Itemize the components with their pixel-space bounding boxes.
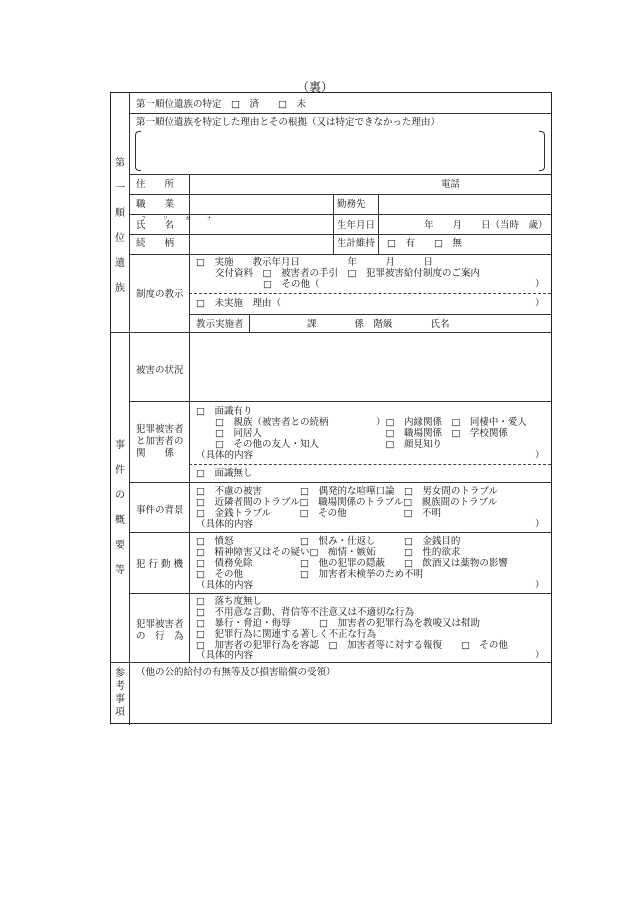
- victim-act-option[interactable]: □ 不用意な言動、背信等不注意又は不適切な行為: [196, 607, 414, 618]
- dob-value[interactable]: 年 月 日（当時 歳）: [424, 220, 548, 231]
- close-paren: ）: [535, 279, 545, 290]
- notice-other[interactable]: □ その他（: [263, 279, 320, 290]
- background-details[interactable]: （具体的内容: [196, 519, 254, 530]
- victim-act-option[interactable]: □ 落ち度無し: [196, 596, 262, 607]
- phone-label: 電話: [441, 179, 461, 190]
- background-label: 事件の背景: [136, 505, 184, 516]
- motive-details[interactable]: （具体的内容: [196, 580, 254, 591]
- victim-act-option[interactable]: □ 暴行・脅迫・侮辱 □ 加害者の犯罪行為を教唆又は幇助: [196, 618, 480, 629]
- notice-materials[interactable]: 交付資料 □ 被害者の手引 □ 犯罪被害給付制度のご案内: [215, 268, 480, 279]
- section1-label: 第 一 順 位 遺 族: [115, 158, 125, 294]
- motive-option-row[interactable]: □ 債務免除 □ 他の犯罪の隠蔽 □ 飲酒又は薬物の影響: [196, 558, 508, 569]
- system-notice-label: 制度の教示: [136, 289, 184, 300]
- close-paren: ）: [535, 580, 545, 591]
- reason-bracket-right: [539, 131, 545, 171]
- relationship-label-2: と加害者の: [136, 436, 184, 447]
- section3-label: 参 考 事 項: [115, 668, 125, 718]
- notice-officer-label: 教示実施者: [196, 319, 244, 330]
- background-option-row[interactable]: □ 不慮の被害 □ 偶発的な喧嘩口論 □ 男女間のトラブル: [196, 486, 499, 497]
- victim-act-option[interactable]: □ 犯罪行為に関連する著しく不正な行為: [196, 629, 376, 640]
- occupation-label: 職 業: [136, 199, 175, 210]
- relationship-label-3: 関 係: [136, 448, 175, 459]
- reference-note[interactable]: （他の公的給付の有無等及び損害賠償の受領）: [136, 667, 336, 678]
- furigana-label: フ リ ガ ナ: [141, 216, 219, 222]
- workplace-label: 勤務先: [337, 199, 366, 210]
- relation-label: 続 柄: [136, 238, 175, 249]
- reason-bracket-left: [135, 131, 141, 171]
- motive-label: 犯 行 動 機: [136, 559, 184, 570]
- relationship-label-1: 犯罪被害者: [136, 424, 184, 435]
- reason-label: 第一順位遺族を特定した理由とその根拠（又は特定できなかった理由）: [136, 117, 441, 128]
- relation-option-row[interactable]: □ その他の友人・知人 □ 顔見知り: [215, 439, 442, 450]
- name-label: 氏 名: [136, 220, 175, 231]
- close-paren: ）: [535, 650, 545, 661]
- relation-option-row[interactable]: □ 同居人 □ 職場関係 □ 学校関係: [215, 428, 508, 439]
- livelihood-checkbox[interactable]: □ 有 □ 無: [387, 238, 462, 249]
- motive-option-row[interactable]: □ 精神障害又はその疑い□ 痴情・嫉妬 □ 性的欲求: [196, 547, 461, 558]
- close-paren: ）: [535, 298, 545, 309]
- dob-label: 生年月日: [337, 220, 376, 231]
- background-option-row[interactable]: □ 金銭トラブル □ その他 □ 不明: [196, 508, 442, 519]
- acquainted-checkbox[interactable]: □ 面識有り: [196, 406, 253, 417]
- application-form-back: [110, 92, 552, 724]
- victim-act-label-1: 犯罪被害者: [136, 619, 184, 630]
- motive-option-row[interactable]: □ 憤怒 □ 恨み・仕返し □ 金銭目的: [196, 536, 461, 547]
- section2-label: 事 件 の 概 要 等: [115, 440, 125, 576]
- notice-implemented[interactable]: □ 実施 教示年月日 年 月 日: [196, 257, 433, 268]
- close-paren: ）: [535, 519, 545, 530]
- damage-label: 被害の状況: [136, 365, 184, 376]
- first-rank-identified[interactable]: 第一順位遺族の特定 □ 済 □ 未: [136, 99, 306, 110]
- page-title: （裏）: [296, 80, 333, 94]
- officer-fields[interactable]: 課 係 階級 氏名: [307, 319, 450, 330]
- notice-not-implemented[interactable]: □ 未実施 理由（: [196, 298, 281, 309]
- close-paren: ）: [535, 450, 545, 461]
- victim-act-option[interactable]: □ 加害者の犯罪行為を容認 □ 加害者等に対する報復 □ その他: [196, 640, 508, 651]
- relation-option-row[interactable]: □ 親族（被害者との続柄 ）□ 内縁関係 □ 同棲中・愛人: [215, 417, 527, 428]
- victim-act-details[interactable]: （具体的内容: [196, 650, 254, 661]
- victim-act-label-2: の 行 為: [136, 631, 184, 642]
- not-acquainted-checkbox[interactable]: □ 面識無し: [196, 468, 253, 479]
- background-option-row[interactable]: □ 近隣者間のトラブル□ 職場関係のトラブル□ 親族間のトラブル: [196, 497, 498, 508]
- address-label: 住 所: [136, 179, 175, 190]
- livelihood-label: 生計維持: [337, 238, 376, 249]
- motive-option-row[interactable]: □ その他 □ 加害者未検挙のため不明: [196, 569, 423, 580]
- relation-details[interactable]: （具体的内容: [196, 450, 254, 461]
